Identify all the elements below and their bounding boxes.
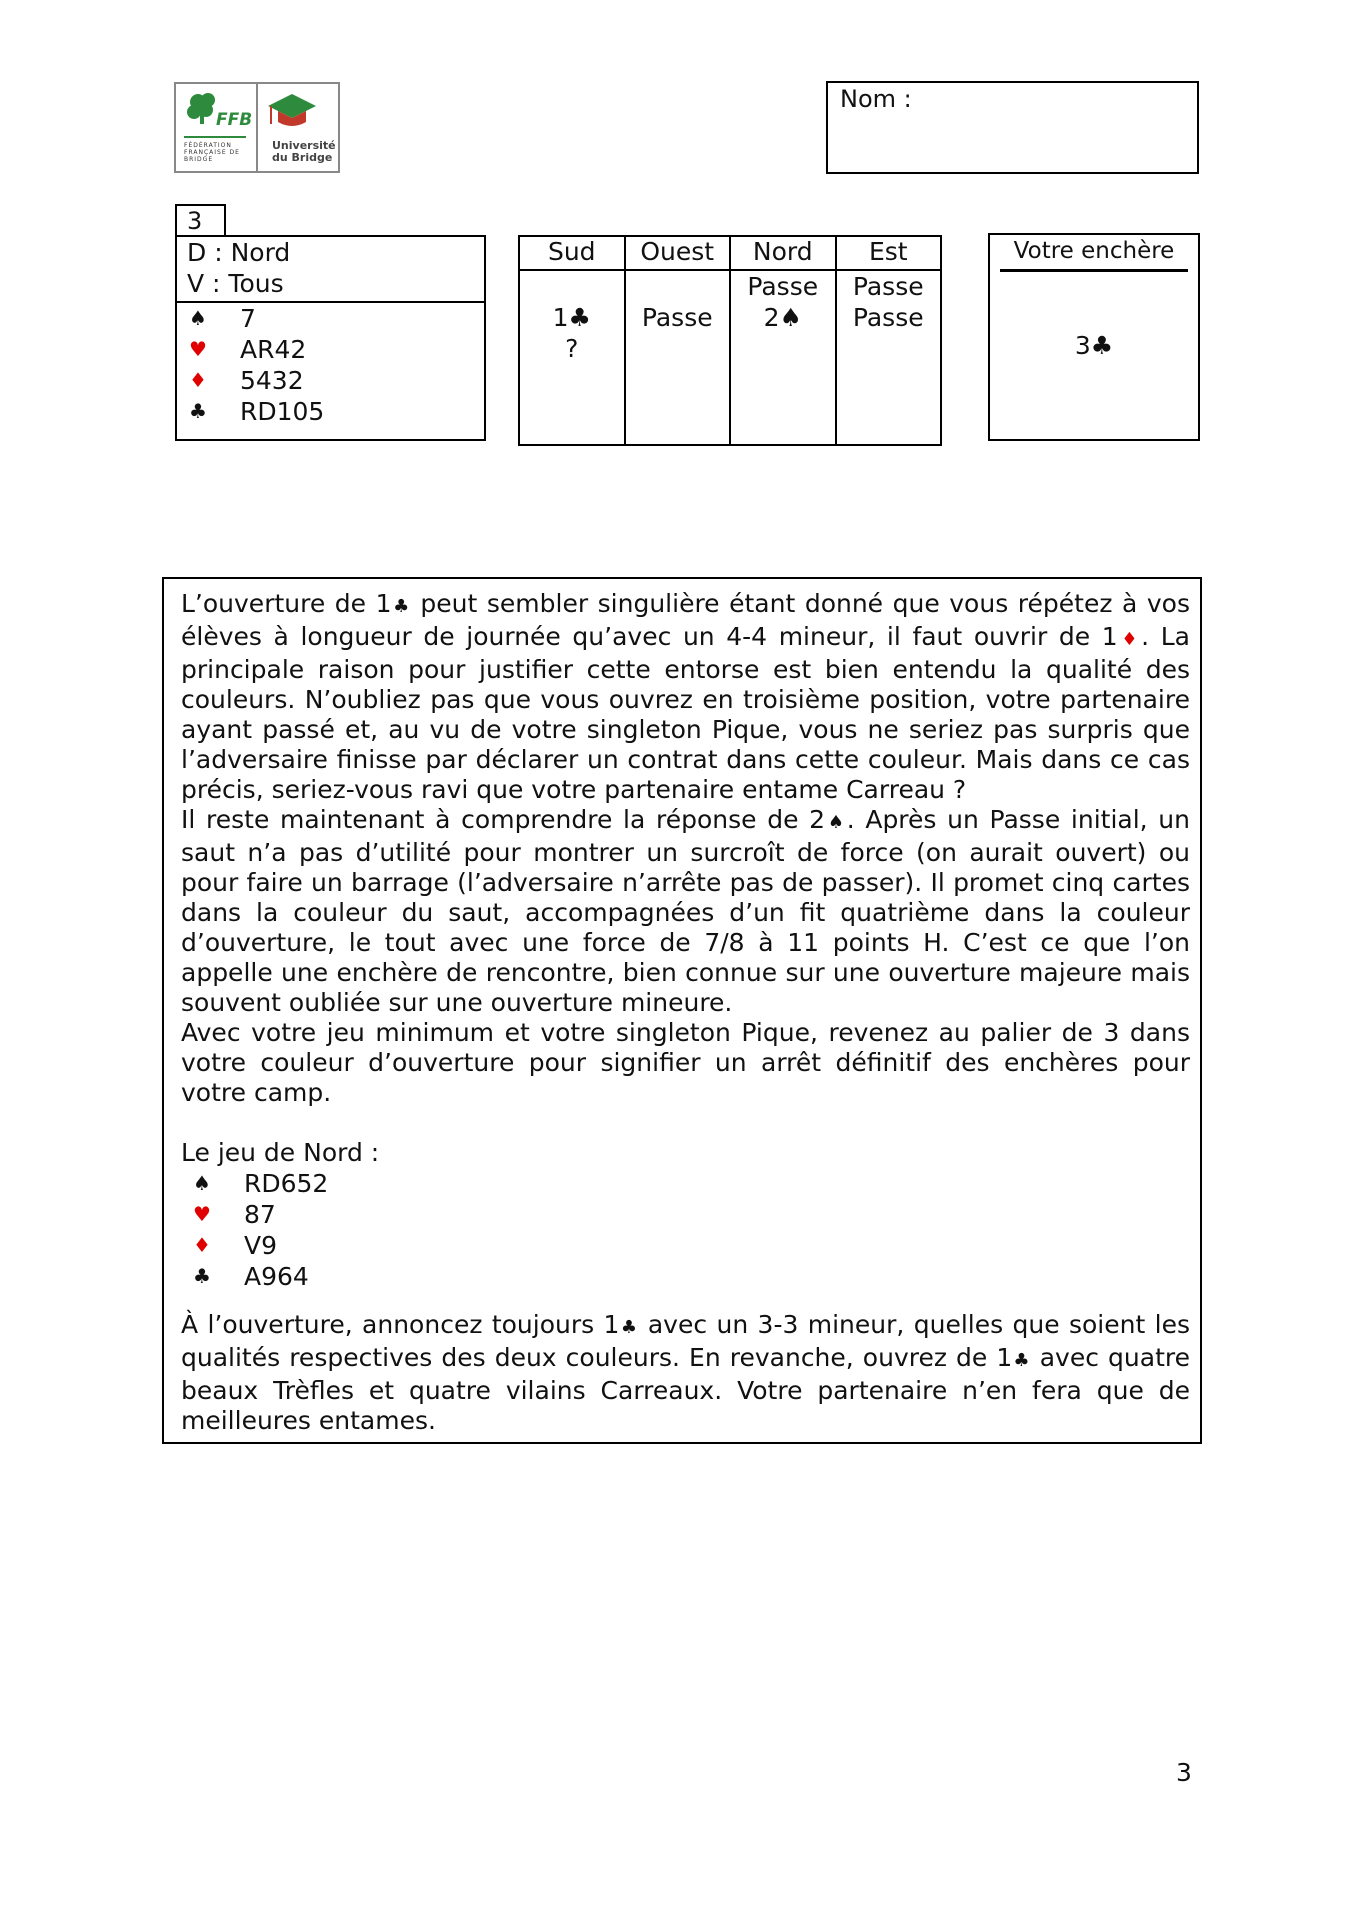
diamond-icon: ♦ bbox=[1117, 629, 1142, 650]
nord-hand bbox=[181, 1168, 1190, 1292]
spade-icon: ♠ bbox=[825, 812, 847, 833]
graduation-cap-icon bbox=[266, 90, 318, 134]
club-icon: ♣ bbox=[1012, 1350, 1031, 1371]
bid-cell: ? bbox=[565, 334, 579, 363]
nom-field[interactable] bbox=[826, 81, 1199, 174]
text-span: peut sembler singulière étant donné que vous répétez à vos élèves à longueur de journée qu’avec un 4-4 mineur, il faut ouvrir de 1 bbox=[181, 589, 1190, 651]
bid-header-est: Est bbox=[837, 237, 941, 271]
text-span: avec un 3-3 mineur, quelles que soient les qualités respectives des deux couleurs. En revanche, ouvrez de 1 bbox=[181, 1310, 1190, 1372]
heart-icon: ♥ bbox=[193, 1202, 211, 1226]
text-span: . Après un Passe initial, un saut n’a pas d’utilité pour montrer un surcroît de force (on aurait ouvert) ou pour faire un barrage (l’adversaire n’arrête pas de passer). Il promet cinq cartes dans la couleur du saut, accompagnées d’un fit quatrième dans la couleur d’ouverture, le tout avec une force de 7/8 à 11 points H. C’est ce que l’on appelle une enchère de rencontre, bien connue sur une ouverture majeure mais souvent oubliée sur une ouverture mineure. bbox=[181, 805, 1190, 1017]
bidding-table bbox=[518, 235, 942, 446]
nord-diamonds-cards: V9 bbox=[244, 1231, 278, 1260]
spacer bbox=[181, 1292, 1190, 1310]
spade-icon: ♠ bbox=[189, 306, 207, 330]
answer-box bbox=[988, 233, 1200, 441]
bid-column-est bbox=[835, 237, 941, 444]
nord-row-clubs bbox=[181, 1261, 1190, 1292]
deal-info bbox=[177, 237, 484, 303]
nord-clubs-cards: A964 bbox=[244, 1262, 309, 1291]
bid-cell: 1♣ bbox=[552, 303, 591, 332]
explanation-box bbox=[162, 577, 1202, 1444]
bid-header-sud: Sud bbox=[520, 237, 624, 271]
club-icon: ♣ bbox=[619, 1317, 639, 1338]
bid-cell: Passe bbox=[852, 303, 924, 332]
page-number: 3 bbox=[1176, 1758, 1192, 1787]
hand-row-spades bbox=[177, 303, 484, 334]
hand-row-diamonds bbox=[177, 365, 484, 396]
answer-title: Votre enchère bbox=[1000, 235, 1188, 272]
bid-header-nord: Nord bbox=[731, 237, 835, 271]
tree-icon bbox=[186, 92, 220, 128]
nord-row-spades bbox=[181, 1168, 1190, 1199]
universite-line-1: Université bbox=[272, 139, 336, 152]
text-span: avec quatre beaux Trèfles et quatre vilains Carreaux. Votre partenaire n’en fera que de meilleures entames. bbox=[181, 1343, 1190, 1435]
spacer bbox=[181, 1108, 1190, 1138]
ffb-letters: FFB bbox=[216, 110, 253, 130]
nom-label: Nom : bbox=[840, 85, 912, 113]
diamond-icon: ♦ bbox=[189, 368, 207, 392]
hand-diamonds-cards: 5432 bbox=[240, 366, 304, 395]
nord-row-hearts bbox=[181, 1199, 1190, 1230]
logo-divider bbox=[184, 136, 246, 138]
logo bbox=[174, 82, 340, 173]
answer-value: 3♣ bbox=[1074, 331, 1114, 360]
hand-hearts-cards: AR42 bbox=[240, 335, 307, 364]
bid-cell bbox=[520, 271, 624, 302]
bid-cell: Passe bbox=[852, 272, 924, 301]
bid-header-ouest: Ouest bbox=[626, 237, 730, 271]
text-span: À l’ouverture, annoncez toujours 1 bbox=[181, 1310, 620, 1339]
ffb-logo bbox=[176, 84, 256, 171]
universite-logo bbox=[256, 84, 338, 171]
vulnerability-label: V : Tous bbox=[187, 269, 284, 298]
ffb-subtitle: FÉDÉRATION FRANÇAISE DE BRIDGE bbox=[184, 142, 240, 163]
text-span: Il reste maintenant à comprendre la réponse de 2 bbox=[181, 805, 826, 834]
hand-row-hearts bbox=[177, 334, 484, 365]
hand-cards bbox=[177, 303, 484, 427]
bid-column-nord bbox=[729, 237, 835, 444]
hand-row-clubs bbox=[177, 396, 484, 427]
paragraph-1 bbox=[181, 589, 1190, 805]
spade-icon: ♠ bbox=[193, 1171, 211, 1195]
bid-cell: Passe bbox=[747, 272, 819, 301]
text-span: . La principale raison pour justifier cette entorse est bien entendu la qualité des couleurs. N’oubliez pas que vous ouvrez en troisième position, votre partenaire ayant passé et, au vu de votre singleton Pique, vous ne seriez pas surpris que l’adversaire finisse par déclarer un contrat dans cette couleur. Mais dans ce cas précis, seriez-vous ravi que votre partenaire entame Carreau ? bbox=[181, 622, 1190, 804]
hand-clubs-cards: RD105 bbox=[240, 397, 325, 426]
paragraph-2 bbox=[181, 805, 1190, 1018]
paragraph-4 bbox=[181, 1310, 1190, 1436]
bid-cell bbox=[626, 271, 730, 302]
diamond-icon: ♦ bbox=[193, 1233, 211, 1257]
universite-subtitle bbox=[272, 140, 336, 164]
nord-spades-cards: RD652 bbox=[244, 1169, 329, 1198]
bid-column-ouest bbox=[624, 237, 730, 444]
nord-hearts-cards: 87 bbox=[244, 1200, 276, 1229]
club-icon: ♣ bbox=[193, 1264, 211, 1288]
club-icon: ♣ bbox=[391, 596, 411, 617]
hand-spades-cards: 7 bbox=[240, 304, 256, 333]
hand-diagram bbox=[175, 235, 486, 441]
text-span: L’ouverture de 1 bbox=[181, 589, 392, 618]
deal-number: 3 bbox=[175, 204, 226, 237]
heart-icon: ♥ bbox=[189, 337, 207, 361]
bid-cell: Passe bbox=[641, 303, 713, 332]
bid-cell: 2♠ bbox=[763, 303, 802, 332]
nord-row-diamonds bbox=[181, 1230, 1190, 1261]
dealer-label: D : Nord bbox=[187, 238, 291, 267]
nord-hand-title: Le jeu de Nord : bbox=[181, 1138, 380, 1167]
universite-line-2: du Bridge bbox=[272, 151, 333, 164]
paragraph-3: Avec votre jeu minimum et votre singleton Pique, revenez au palier de 3 dans votre couleur d’ouverture pour signifier un arrêt définitif des enchères pour votre camp. bbox=[181, 1018, 1190, 1107]
bid-column-sud bbox=[520, 237, 624, 444]
club-icon: ♣ bbox=[189, 399, 207, 423]
